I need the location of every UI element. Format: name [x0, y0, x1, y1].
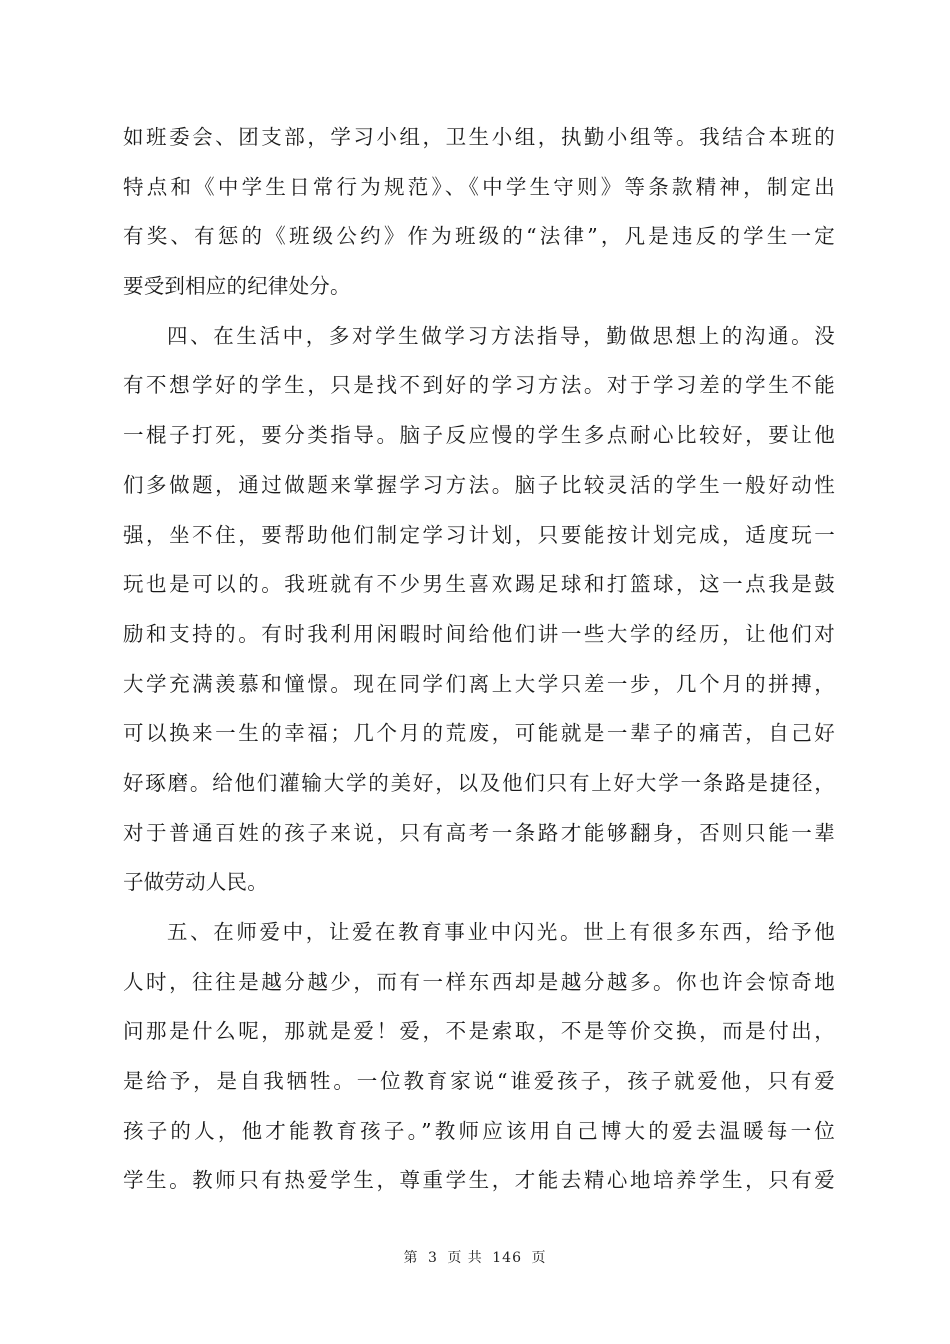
- text-line: 是给予，是自我牺牲。一位教育家说“谁爱孩子，孩子就爱他，只有爱: [123, 1069, 835, 1094]
- text-line: 们多做题，通过做题来掌握学习方法。脑子比较灵活的学生一般好动性: [123, 472, 835, 497]
- text-line: 要受到相应的纪律处分。: [123, 274, 351, 299]
- text-line: 强，坐不住，要帮助他们制定学习计划，只要能按计划完成，适度玩一: [123, 522, 835, 547]
- text-line: 有不想学好的学生，只是找不到好的学习方法。对于学习差的学生不能: [123, 373, 835, 398]
- body-text: [123, 113, 835, 1206]
- text-line: 学生。教师只有热爱学生，尊重学生，才能去精心地培养学生，只有爱: [123, 1168, 835, 1193]
- footer-current-page: 3: [427, 1250, 438, 1266]
- text-line: 特点和《中学生日常行为规范》、《中学生守则》等条款精神，制定出: [123, 174, 835, 199]
- footer-suffix: 页: [531, 1250, 547, 1266]
- footer-prefix: 第: [403, 1250, 419, 1266]
- text-line: 四、在生活中，多对学生做学习方法指导，勤做思想上的沟通。没: [167, 323, 835, 348]
- text-line: 一棍子打死，要分类指导。脑子反应慢的学生多点耐心比较好，要让他: [123, 423, 835, 448]
- page-number-footer: [0, 1247, 950, 1267]
- text-line: 玩也是可以的。我班就有不少男生喜欢踢足球和打篮球，这一点我是鼓: [123, 572, 835, 597]
- text-line: 有奖、有惩的《班级公约》作为班级的“法律”，凡是违反的学生一定: [123, 224, 835, 249]
- text-line: 人时，往往是越分越少，而有一样东西却是越分越多。你也许会惊奇地: [123, 969, 835, 994]
- text-line: 大学充满羡慕和憧憬。现在同学们离上大学只差一步，几个月的拼搏，: [123, 671, 835, 696]
- text-line: 可以换来一生的幸福；几个月的荒废，可能就是一辈子的痛苦，自己好: [123, 721, 835, 746]
- text-line: 励和支持的。有时我利用闲暇时间给他们讲一些大学的经历，让他们对: [123, 621, 835, 646]
- text-line: 好琢磨。给他们灌输大学的美好，以及他们只有上好大学一条路是捷径，: [123, 770, 835, 795]
- footer-middle: 页 共: [447, 1250, 483, 1266]
- text-line: 如班委会、团支部，学习小组，卫生小组，执勤小组等。我结合本班的: [123, 125, 835, 149]
- text-line: 子做劳动人民。: [123, 870, 268, 895]
- footer-total-pages: 146: [492, 1250, 522, 1266]
- text-line: 孩子的人，他才能教育孩子。”教师应该用自己博大的爱去温暖每一位: [123, 1118, 835, 1143]
- text-line: 问那是什么呢，那就是爱！爱，不是索取，不是等价交换，而是付出，: [123, 1019, 835, 1044]
- text-line: 五、在师爱中，让爱在教育事业中闪光。世上有很多东西，给予他: [167, 920, 835, 944]
- text-line: 对于普通百姓的孩子来说，只有高考一条路才能够翻身，否则只能一辈: [123, 820, 835, 845]
